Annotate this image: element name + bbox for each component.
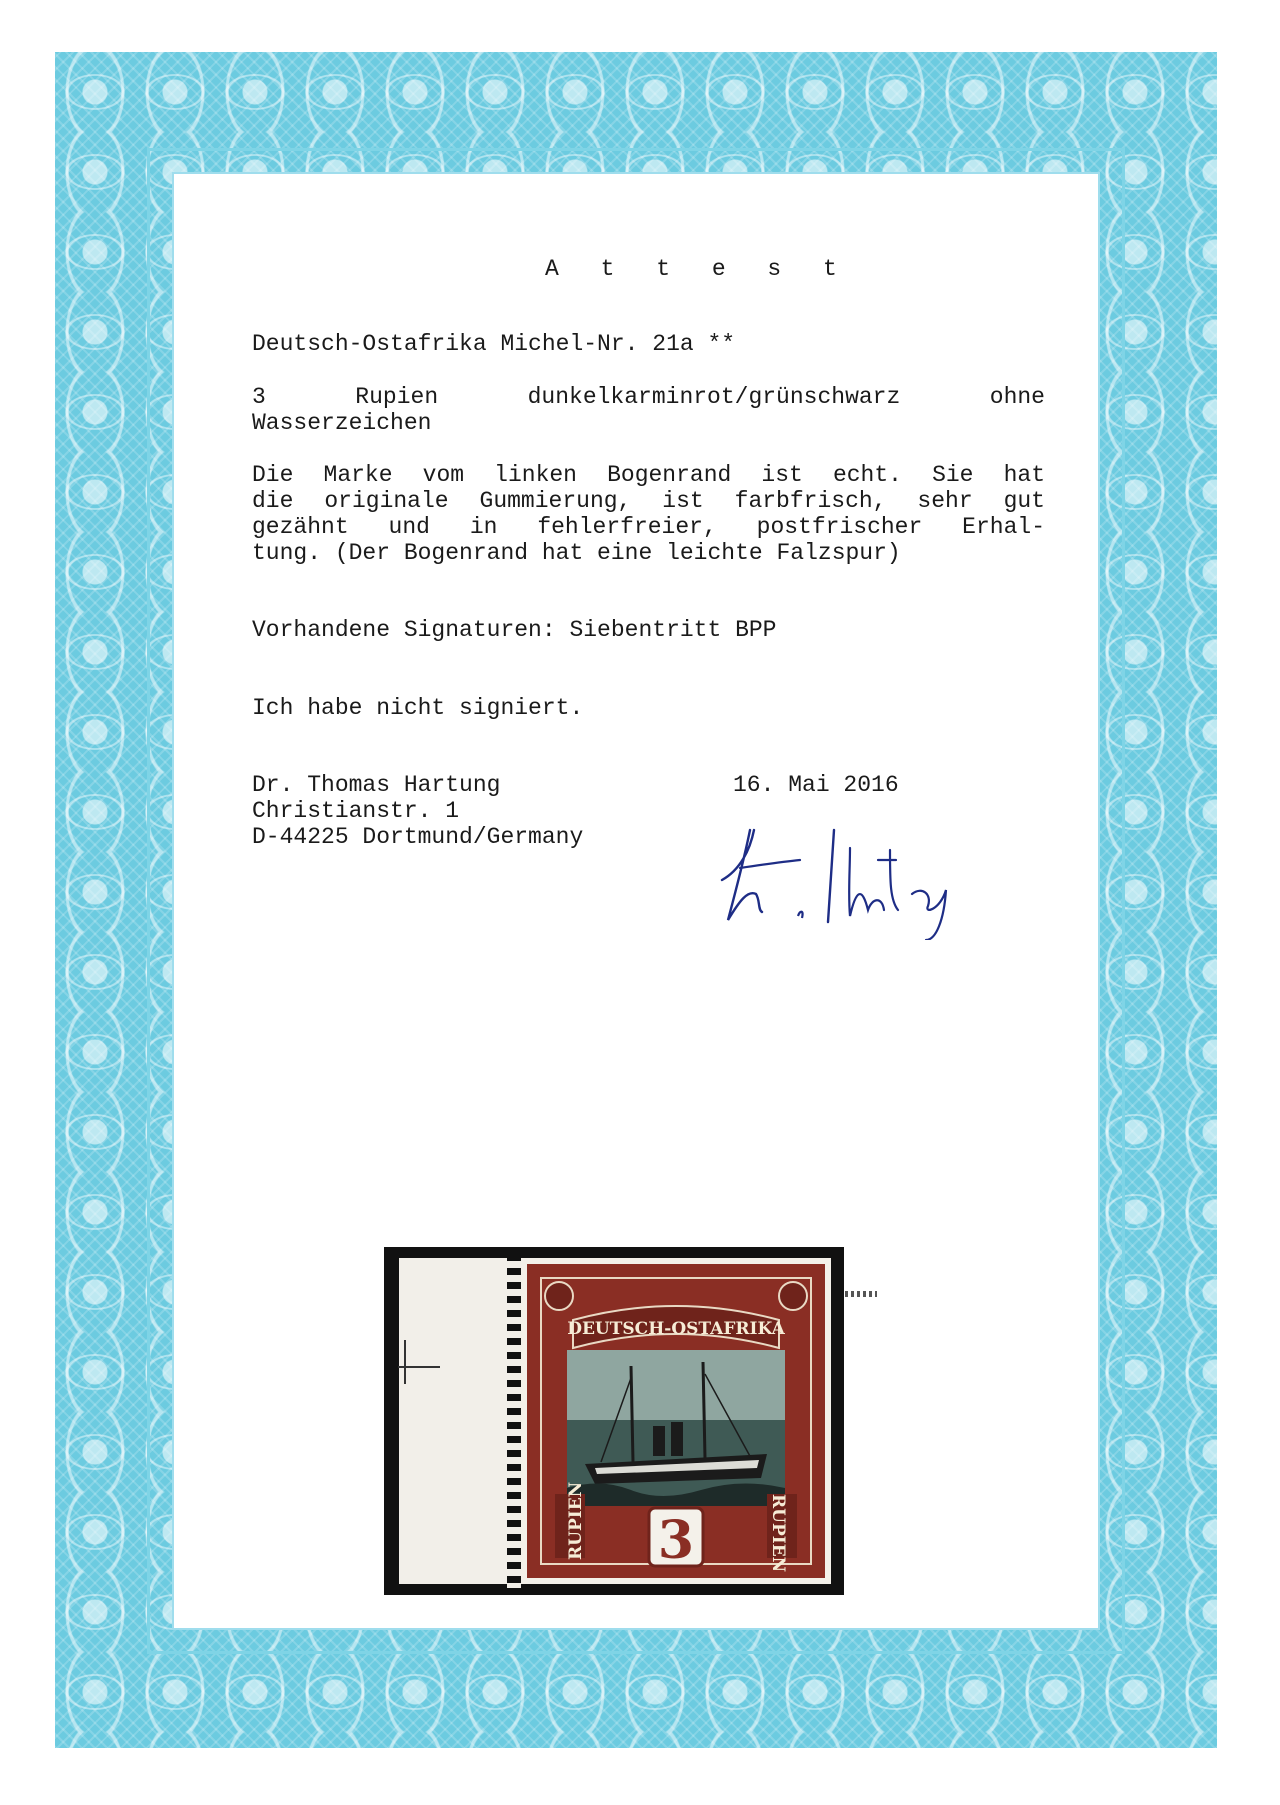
stamp-value-numeral: 3 xyxy=(657,1510,695,1571)
handwritten-signature xyxy=(700,810,1020,940)
perforation xyxy=(507,1254,521,1588)
rosette-icon xyxy=(779,1282,807,1310)
selvage-guide-line xyxy=(404,1340,406,1384)
assessment-line: gezähnt und in fehlerfreier, postfrischer Erhal- xyxy=(252,514,1045,540)
catalog-reference: Deutsch-Ostafrika Michel-Nr. 21a ** xyxy=(252,331,736,357)
sheet-margin-selvage xyxy=(399,1258,509,1584)
stamp-variety-continued: Wasserzeichen xyxy=(252,410,432,436)
signer-name: Dr. Thomas Hartung xyxy=(252,772,501,798)
postage-stamp xyxy=(521,1258,831,1584)
stamp-inscription: DEUTSCH-OSTAFRIKA xyxy=(567,1319,785,1339)
existing-signatures: Vorhandene Signaturen: Siebentritt BPP xyxy=(252,617,777,643)
stamp-value-label-left: RUPIEN xyxy=(566,1481,586,1560)
certificate-date: 16. Mai 2016 xyxy=(733,772,899,798)
signer-street: Christianstr. 1 xyxy=(252,798,460,824)
assessment-line: Die Marke vom linken Bogenrand ist echt. Sie hat xyxy=(252,462,1045,488)
stamp-value-label-right: RUPIEN xyxy=(768,1494,788,1573)
stamp-variety: 3 Rupien dunkelkarminrot/grünschwarz ohne xyxy=(252,384,1045,410)
certificate-title: A t t e s t xyxy=(545,256,851,282)
rosette-icon xyxy=(545,1282,573,1310)
assessment-line: tung. (Der Bogenrand hat eine leichte Falzspur) xyxy=(252,540,901,566)
not-signed-statement: Ich habe nicht signiert. xyxy=(252,695,584,721)
assessment-paragraph xyxy=(252,462,1045,566)
pencil-mark xyxy=(845,1291,877,1297)
stamp-design xyxy=(521,1258,831,1584)
assessment-line: die originale Gummierung, ist farbfrisch, sehr gut xyxy=(252,488,1045,514)
signer-city: D-44225 Dortmund/Germany xyxy=(252,824,584,850)
